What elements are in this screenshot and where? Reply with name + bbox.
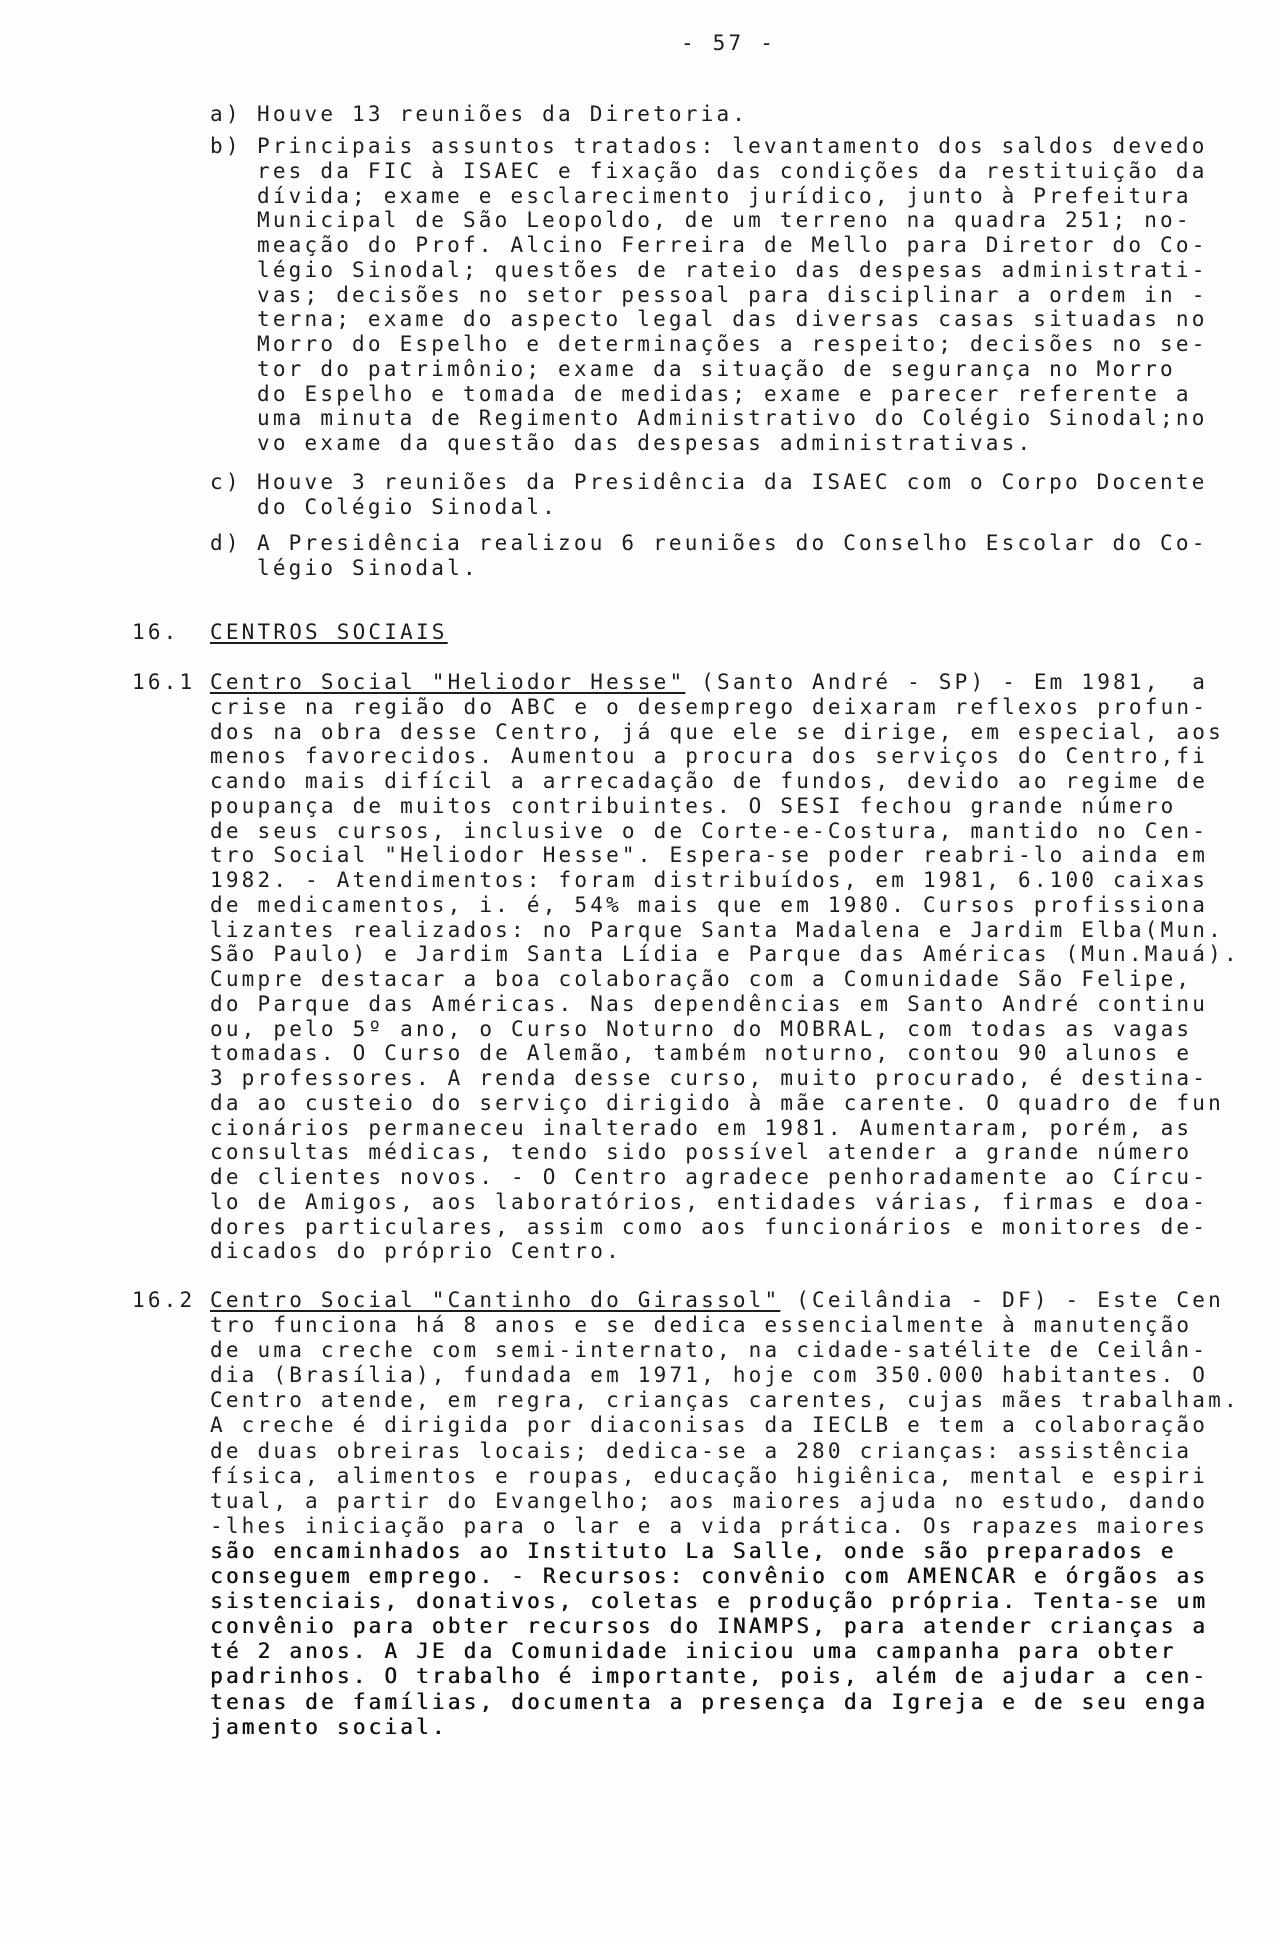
text-line: vo exame da questão das despesas administrativas. bbox=[257, 431, 1034, 455]
text-line: lo de Amigos, aos laboratórios, entidades várias, firmas e doa- bbox=[210, 1189, 1209, 1214]
text-line: jamento social. bbox=[210, 1714, 448, 1739]
text-line: Cumpre destacar a boa colaboração com a Comunidade São Felipe, bbox=[210, 967, 1193, 991]
text-line: légio Sinodal; questões de rateio das despesas administrati- bbox=[257, 257, 1208, 282]
text-line: são encaminhados ao Instituto La Salle, onde são preparados e bbox=[210, 1538, 1177, 1563]
text-line: té 2 anos. A JE da Comunidade iniciou uma campanha para obter bbox=[210, 1639, 1177, 1664]
list-item-body bbox=[257, 102, 1250, 127]
text-line: do Colégio Sinodal. bbox=[257, 494, 559, 519]
list-item-b bbox=[210, 134, 1250, 456]
text-line: padrinhos. O trabalho é importante, pois, além de ajudar a cen- bbox=[210, 1664, 1209, 1689]
text-line: A creche é dirigida por diaconisas da IECLB e tem a colaboração bbox=[210, 1413, 1209, 1438]
text-line: de uma creche com semi-internato, na cidade-satélite de Ceilân- bbox=[210, 1338, 1209, 1363]
text-line bbox=[210, 670, 1252, 695]
text-line: da ao custeio do serviço dirigido à mãe carente. O quadro de fun bbox=[210, 1090, 1224, 1115]
text-line: dos na obra desse Centro, já que ele se dirige, em especial, aos bbox=[210, 719, 1224, 744]
text-line: conseguem emprego. - Recursos: convênio com AMENCAR e órgãos as bbox=[210, 1564, 1209, 1589]
text-line: tro funciona há 8 anos e se dedica essencialmente à manutenção bbox=[210, 1313, 1193, 1338]
list-item-d bbox=[210, 531, 1250, 581]
text-line: sistenciais, donativos, coletas e produção própria. Tenta-se um bbox=[210, 1589, 1209, 1614]
text-line: dores particulares, assim como aos funcionários e monitores de- bbox=[210, 1214, 1209, 1239]
text-line: Morro do Espelho e determinações a respeito; decisões no se- bbox=[257, 332, 1208, 356]
list-marker: c) bbox=[210, 470, 242, 494]
text-line: dia (Brasília), fundada em 1971, hoje com 350.000 habitantes. O bbox=[210, 1363, 1209, 1388]
section-heading bbox=[132, 620, 1232, 645]
text-line: Houve 3 reuniões da Presidência da ISAEC com o Corpo Docente bbox=[257, 470, 1208, 494]
text-line: de duas obreiras locais; dedica-se a 280 crianças: assistência bbox=[210, 1438, 1193, 1463]
list-item-body bbox=[257, 470, 1250, 520]
subsection-title: Centro Social "Heliodor Hesse" bbox=[210, 670, 686, 694]
subsection-16-1 bbox=[132, 670, 1252, 1264]
text-line: do Espelho e tomada de medidas; exame e parecer referente a bbox=[257, 381, 1192, 406]
text-line: tro Social "Heliodor Hesse". Espera-se poder reabri-lo ainda em bbox=[210, 843, 1209, 868]
text-line: 3 professores. A renda desse curso, muito procurado, é destina- bbox=[210, 1066, 1209, 1090]
text-line: consultas médicas, tendo sido possível atender a grande número bbox=[210, 1140, 1193, 1165]
text-line: convênio para obter recursos do INAMPS, para atender crianças a bbox=[210, 1614, 1209, 1639]
list-item-a bbox=[210, 102, 1250, 127]
text-line: dicados do próprio Centro. bbox=[210, 1239, 622, 1264]
list-marker: a) bbox=[210, 102, 242, 126]
text-line: légio Sinodal. bbox=[257, 555, 479, 580]
list-item-c bbox=[210, 470, 1250, 520]
section-number: 16. bbox=[132, 620, 180, 644]
text-line: -lhes iniciação para o lar e a vida prática. Os rapazes maiores bbox=[210, 1513, 1209, 1538]
text-line: ou, pelo 5º ano, o Curso Noturno do MOBRAL, com todas as vagas bbox=[210, 1016, 1193, 1041]
page-number: - 57 - bbox=[681, 31, 777, 55]
list-item-body bbox=[257, 531, 1250, 581]
text-line: 1982. - Atendimentos: foram distribuídos, em 1981, 6.100 caixas bbox=[210, 868, 1209, 892]
text-line: vas; decisões no setor pessoal para disciplinar a ordem in - bbox=[257, 282, 1208, 307]
text-line: res da FIC à ISAEC e fixação das condições da restituição da bbox=[257, 158, 1208, 183]
list-marker: b) bbox=[210, 134, 242, 158]
text-line: tomadas. O Curso de Alemão, também noturno, contou 90 alunos e bbox=[210, 1041, 1193, 1066]
text-line: meação do Prof. Alcino Ferreira de Mello para Diretor do Co- bbox=[257, 233, 1208, 257]
subsection-body bbox=[210, 670, 1252, 1264]
text-line: tor do patrimônio; exame da situação de segurança no Morro bbox=[257, 356, 1176, 381]
subsection-body bbox=[210, 1288, 1252, 1740]
text-line: uma minuta de Regimento Administrativo do Colégio Sinodal;no bbox=[257, 406, 1208, 431]
text-line: tual, a partir do Evangelho; aos maiores ajuda no estudo, dando bbox=[210, 1488, 1209, 1513]
text-line: São Paulo) e Jardim Santa Lídia e Parque das Américas (Mun.Mauá). bbox=[210, 942, 1240, 967]
text-line: tenas de famílias, documenta a presença da Igreja e de seu enga bbox=[210, 1689, 1209, 1714]
text-line: dívida; exame e esclarecimento jurídico, junto à Prefeitura bbox=[257, 183, 1192, 208]
text-line: poupança de muitos contribuintes. O SESI fechou grande número bbox=[210, 793, 1177, 818]
text-line: A Presidência realizou 6 reuniões do Conselho Escolar do Co- bbox=[257, 531, 1208, 555]
text-line: Principais assuntos tratados: levantamento dos saldos devedo bbox=[257, 134, 1208, 158]
text-line: menos favorecidos. Aumentou a procura dos serviços do Centro,fi bbox=[210, 744, 1209, 769]
text-line-rest: (Santo André - SP) - Em 1981, a bbox=[685, 670, 1209, 694]
subsection-title: Centro Social "Cantinho do Girassol" bbox=[210, 1288, 781, 1312]
text-line: crise na região do ABC e o desemprego deixaram reflexos profun- bbox=[210, 694, 1209, 719]
text-line bbox=[210, 1288, 1252, 1313]
subsection-number: 16.2 bbox=[132, 1288, 196, 1312]
section-title: CENTROS SOCIAIS bbox=[210, 620, 448, 644]
text-line: lizantes realizados: no Parque Santa Madalena e Jardim Elba(Mun. bbox=[210, 917, 1224, 942]
text-line: Houve 13 reuniões da Diretoria. bbox=[257, 102, 749, 126]
text-line: cionários permaneceu inalterado em 1981. Aumentaram, porém, as bbox=[210, 1115, 1193, 1140]
text-line-rest: (Ceilândia - DF) - Este Cen bbox=[780, 1288, 1224, 1312]
list-marker: d) bbox=[210, 531, 242, 555]
text-line: cando mais difícil a arrecadação de fundos, devido ao regime de bbox=[210, 769, 1209, 793]
text-line: de seus cursos, inclusive o de Corte-e-Costura, mantido no Cen- bbox=[210, 818, 1209, 843]
subsection-number: 16.1 bbox=[132, 670, 196, 694]
text-line: do Parque das Américas. Nas dependências em Santo André continu bbox=[210, 991, 1209, 1016]
list-item-body bbox=[257, 134, 1250, 456]
subsection-16-2 bbox=[132, 1288, 1252, 1740]
text-line: Centro atende, em regra, crianças carentes, cujas mães trabalham. bbox=[210, 1388, 1240, 1413]
text-line: física, alimentos e roupas, educação higiênica, mental e espiri bbox=[210, 1463, 1209, 1488]
text-line: Municipal de São Leopoldo, de um terreno na quadra 251; no- bbox=[257, 208, 1192, 233]
text-line: terna; exame do aspecto legal das diversas casas situadas no bbox=[257, 307, 1208, 332]
text-line: de medicamentos, i. é, 54% mais que em 1980. Cursos profissiona bbox=[210, 892, 1209, 917]
text-line: de clientes novos. - O Centro agradece penhoradamente ao Círcu- bbox=[210, 1165, 1209, 1189]
